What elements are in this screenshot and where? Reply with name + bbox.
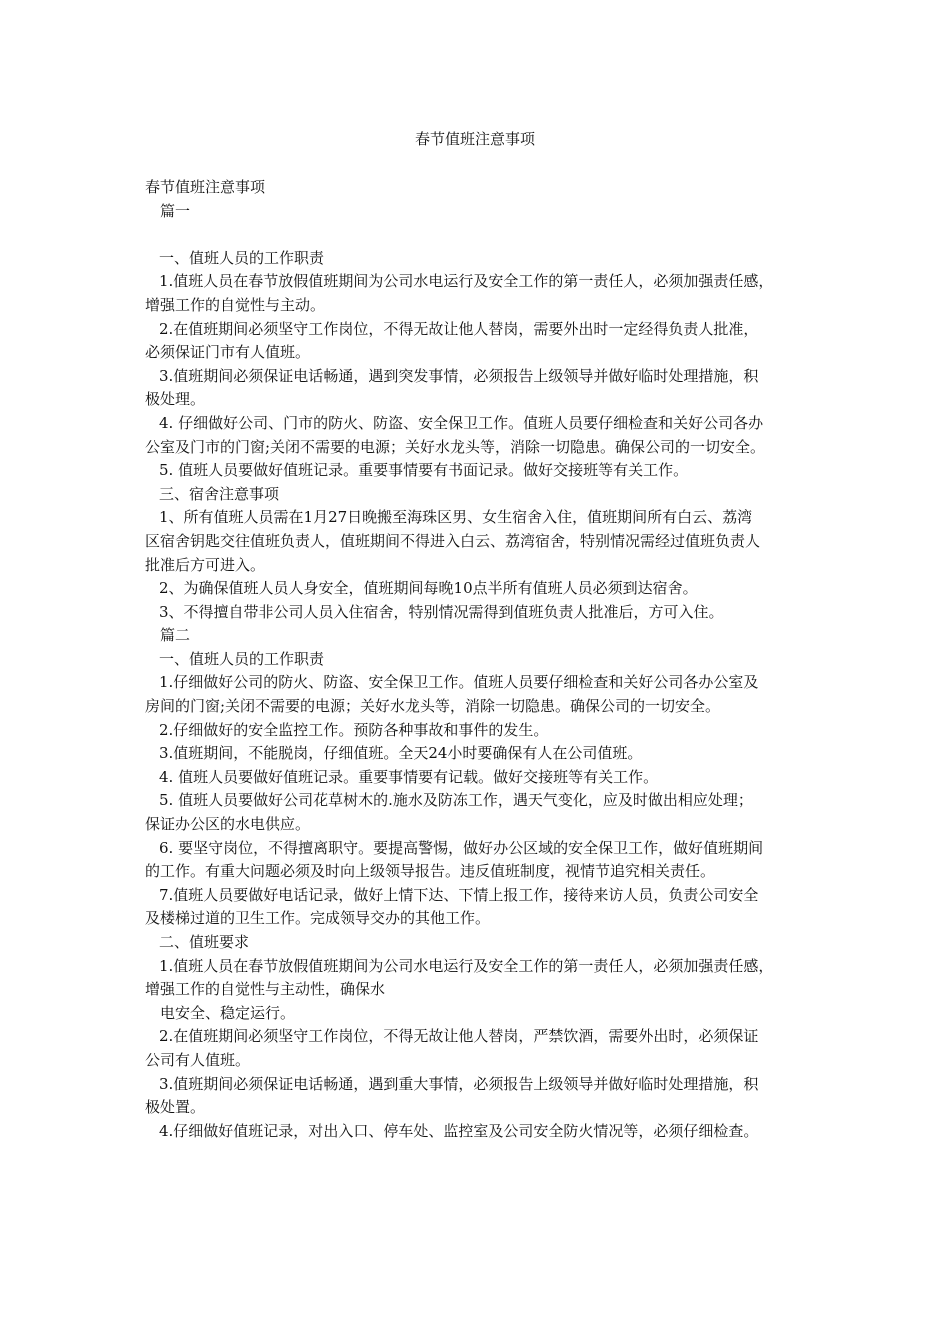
text-line: 批准后方可进入。 [145, 555, 266, 574]
text-line: 电安全、稳定运行。 [160, 1003, 296, 1022]
text-line: 一、值班人员的工作职责 [159, 649, 325, 668]
text-line: 3.值班期间，不能脱岗，仔细值班。全天24小时要确保有人在公司值班。 [159, 744, 643, 763]
text-line: 4.仔细做好值班记录，对出入口、停车处、监控室及公司安全防火情况等，必须仔细检查。 [159, 1121, 759, 1140]
text-line: 增强工作的自觉性与主动。 [145, 295, 326, 314]
text-line: 5. 值班人员要做好公司花草树木的.施水及防冻工作，遇天气变化，应及时做出相应处理； [159, 791, 753, 810]
text-line: 极处置。 [145, 1098, 206, 1117]
text-line: 增强工作的自觉性与主动性，确保水 [145, 980, 386, 999]
text-line: 的工作。有重大问题必须及时向上级领导报告。违反值班制度，视情节追究相关责任。 [145, 862, 716, 881]
text-line: 春节值班注意事项 [145, 178, 266, 196]
document-body [145, 176, 805, 1143]
text-line: 3.值班期间必须保证电话畅通，遇到重大事情，必须报告上级领导并做好临时处理措施，积 [159, 1074, 759, 1093]
text-line: 公室及门市的门窗;关闭不需要的电源；关好水龙头等，消除一切隐患。确保公司的一切安全。 [145, 437, 766, 456]
text-line: 2.在值班期间必须坚守工作岗位，不得无故让他人替岗，严禁饮酒，需要外出时，必须保证 [159, 1027, 759, 1046]
text-line: 1.值班人员在春节放假值班期间为公司水电运行及安全工作的第一责任人，必须加强责任感， [159, 272, 774, 291]
text-line: 2.仔细做好的安全监控工作。预防各种事故和事件的发生。 [159, 720, 549, 739]
text-line: 2、为确保值班人员人身安全，值班期间每晚10点半所有值班人员必须到达宿舍。 [159, 579, 698, 598]
text-line: 1、所有值班人员需在1月27日晚搬至海珠区男、女生宿舍入住，值班期间所有白云、荔湾 [159, 508, 753, 527]
text-line: 公司有人值班。 [145, 1050, 251, 1069]
text-line: 1.仔细做好公司的防火、防盗、安全保卫工作。值班人员要仔细检查和关好公司各办公室及 [159, 673, 759, 692]
text-line: 6. 要坚守岗位，不得擅离职守。要提高警惕，做好办公区域的安全保卫工作，做好值班期间 [159, 838, 764, 857]
text-line: 5. 值班人员要做好值班记录。重要事情要有书面记录。做好交接班等有关工作。 [159, 461, 689, 480]
text-line: 3.值班期间必须保证电话畅通，遇到突发事情，必须报告上级领导并做好临时处理措施，积 [159, 366, 759, 385]
text-line: 2.在值班期间必须坚守工作岗位，不得无故让他人替岗，需要外出时一定经得负责人批准， [159, 319, 759, 338]
text-line: 极处理。 [145, 390, 206, 409]
text-line: 篇一 [160, 201, 191, 220]
text-line [145, 223, 805, 247]
text-line: 4. 仔细做好公司、门市的防火、防盗、安全保卫工作。值班人员要仔细检查和关好公司各办 [159, 413, 764, 432]
text-line: 二、值班要求 [159, 933, 250, 951]
text-line: 及楼梯过道的卫生工作。完成领导交办的其他工作。 [145, 909, 491, 928]
text-line: 一、值班人员的工作职责 [159, 248, 325, 267]
text-line: 篇二 [160, 626, 191, 645]
text-line: 7.值班人员要做好电话记录，做好上情下达、下情上报工作，接待来访人员，负责公司安全 [159, 885, 759, 904]
text-line: 4. 值班人员要做好值班记录。重要事情要有记载。做好交接班等有关工作。 [159, 767, 659, 786]
text-line: 房间的门窗;关闭不需要的电源；关好水龙头等，消除一切隐患。确保公司的一切安全。 [145, 697, 721, 716]
text-line: 1.值班人员在春节放假值班期间为公司水电运行及安全工作的第一责任人，必须加强责任感， [159, 956, 774, 975]
text-line: 必须保证门市有人值班。 [145, 343, 311, 362]
text-line: 3、不得擅自带非公司人员入住宿舍，特别情况需得到值班负责人批准后，方可入住。 [159, 602, 724, 621]
document-title: 春节值班注意事项 [414, 130, 535, 148]
text-line: 保证办公区的水电供应。 [145, 815, 311, 834]
text-line: 三、宿舍注意事项 [159, 484, 280, 503]
text-line: 区宿舍钥匙交往值班负责人，值班期间不得进入白云、荔湾宿舍，特别情况需经过值班负责人 [145, 531, 761, 550]
